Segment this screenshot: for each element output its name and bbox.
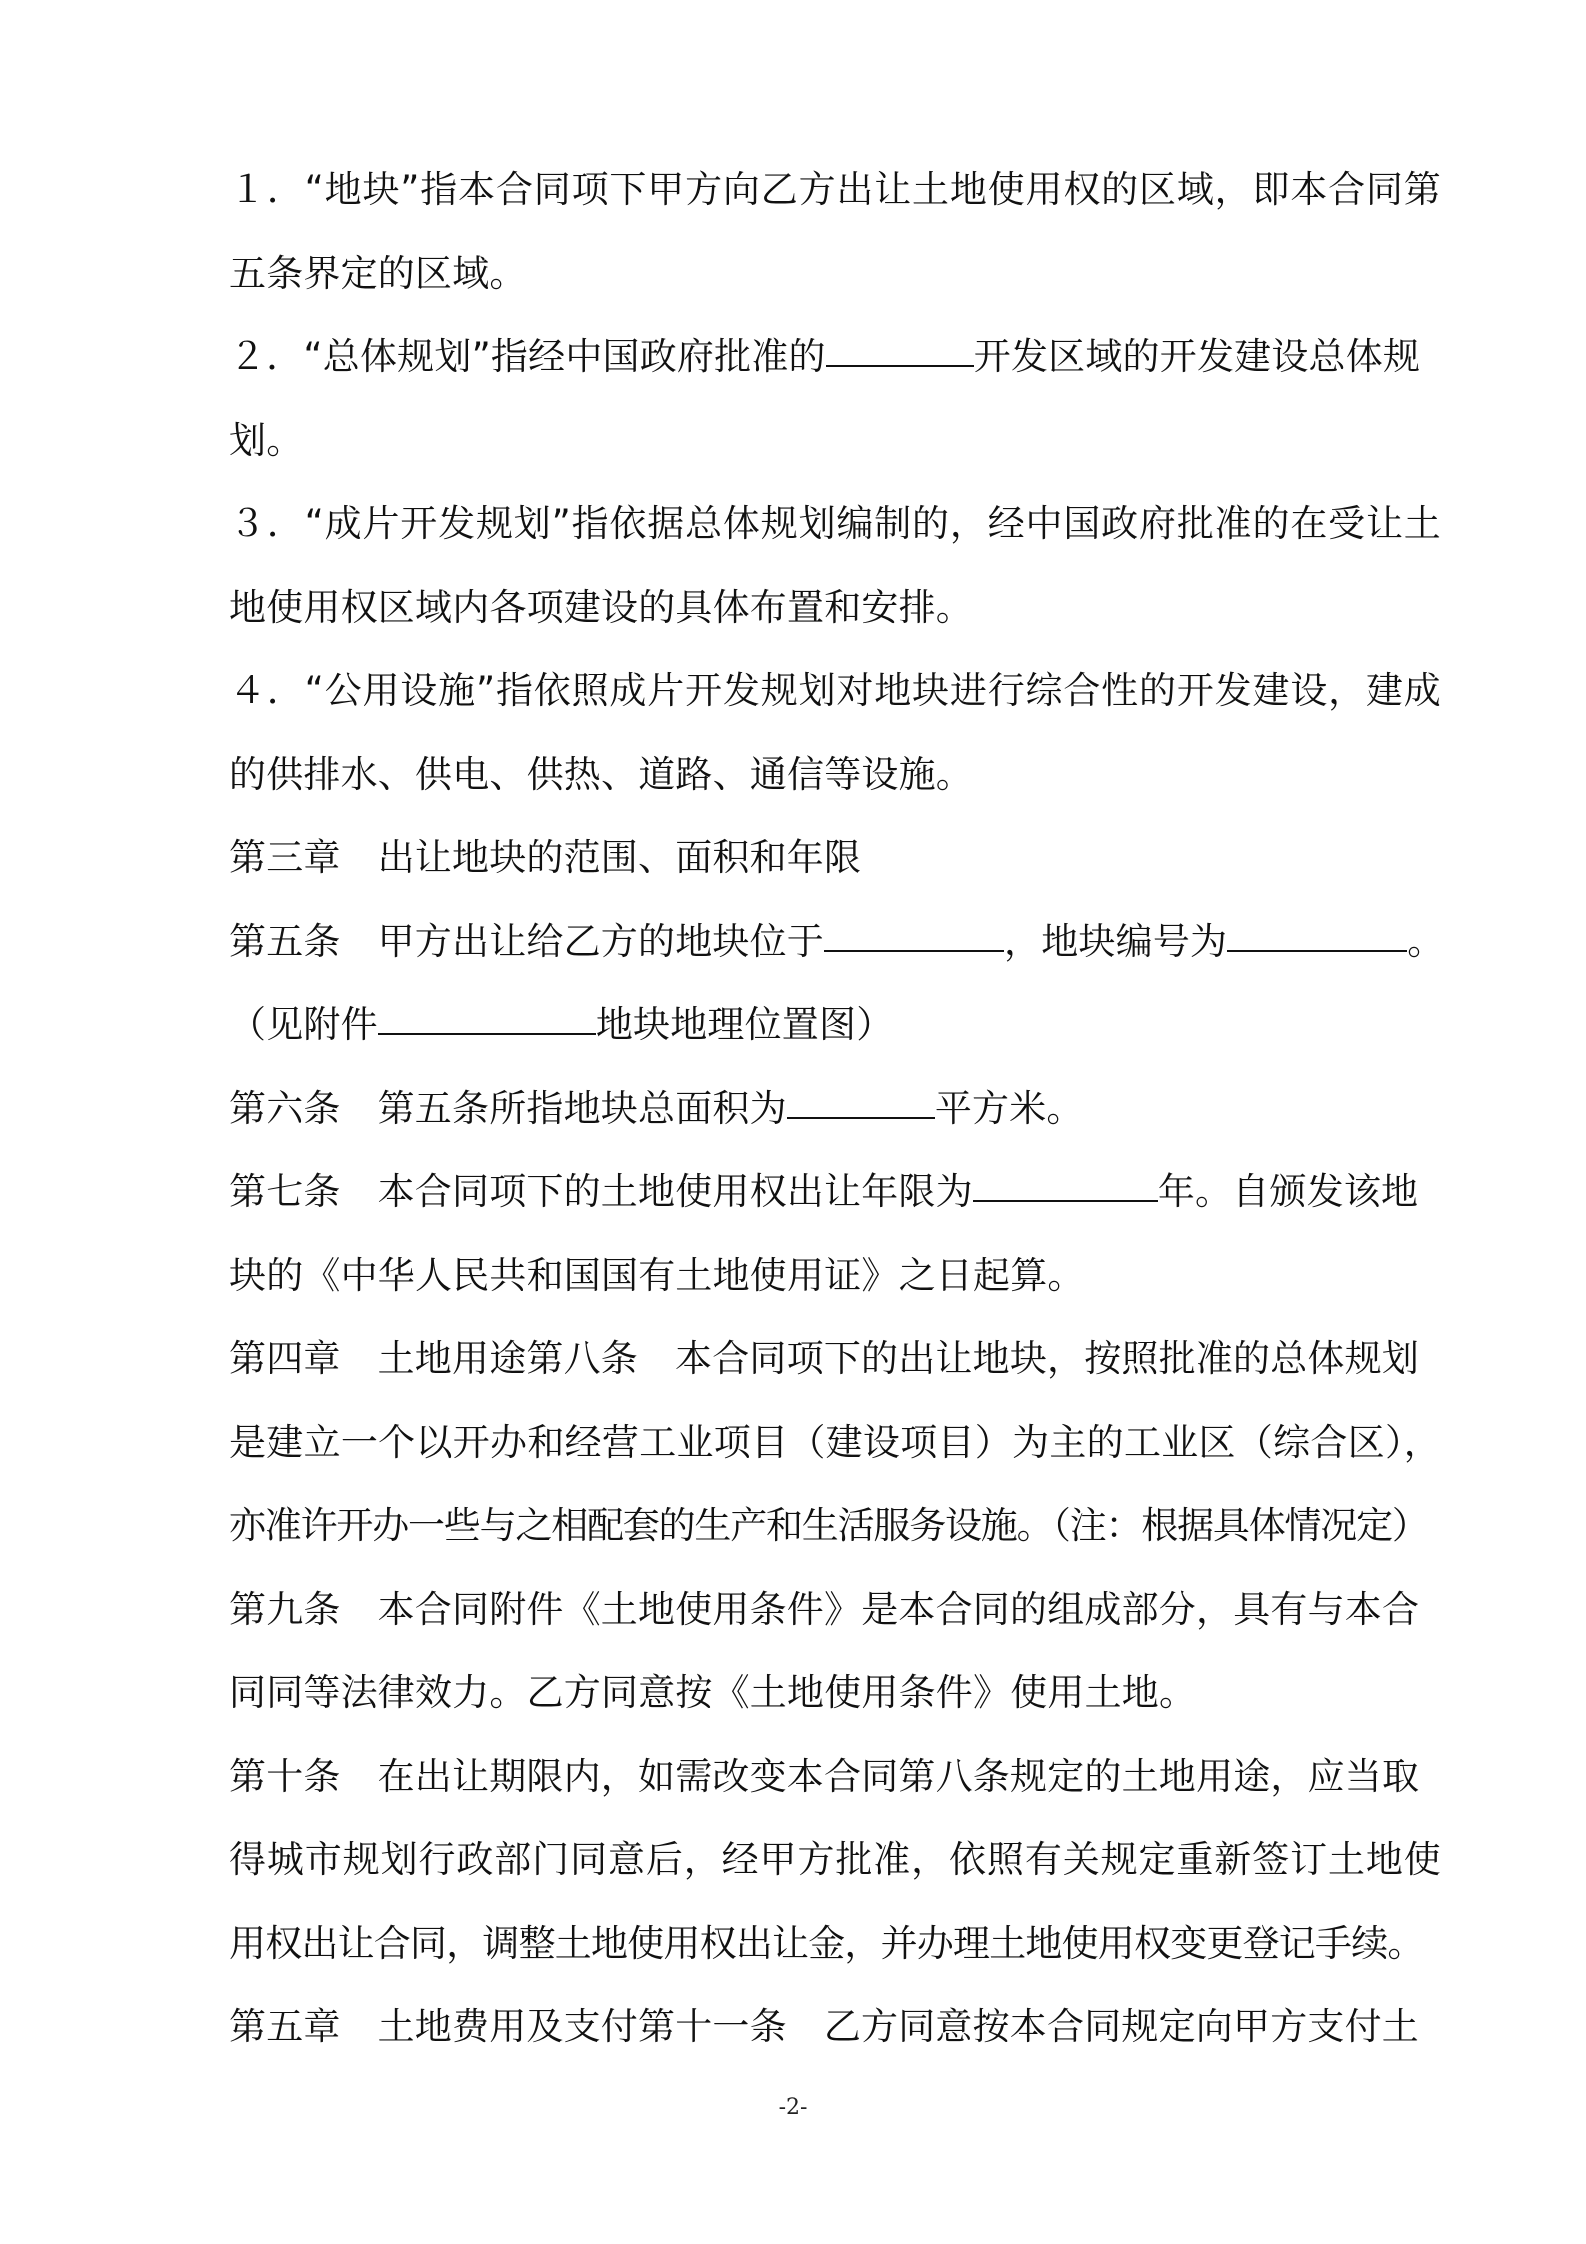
blank-underline: [826, 335, 974, 367]
article-8-line-2: 是建立一个以开办和经营工业项目（建设项目）为主的工业区（综合区），: [229, 1420, 1441, 1464]
blank-underline: [787, 1087, 935, 1119]
definition-2-line-1: ２．“总体规划”指经中国政府批准的 开发区域的开发建设总体规: [229, 335, 1421, 378]
article-8-line-3: 亦准许开办一些与之相配套的生产和生活服务设施。（注：根据具体情况定）: [229, 1504, 1428, 1547]
blank-underline: [1227, 920, 1407, 952]
blank-underline: [378, 1003, 596, 1035]
article-10-line-2: 得城市规划行政部门同意后，经甲方批准，依照有关规定重新签订土地使: [229, 1838, 1441, 1881]
article-10-line-1: 第十条 在出让期限内，如需改变本合同第八条规定的土地用途，应当取: [229, 1754, 1420, 1798]
definition-1-line-1: １．“地块”指本合同项下甲方向乙方出让土地使用权的区域，即本合同第: [229, 168, 1441, 211]
definition-2-line-2: 划。: [229, 418, 304, 462]
article-5-line-1: 第五条 甲方出让给乙方的地块位于 ，地块编号为 。: [229, 919, 1445, 963]
blank-underline: [824, 920, 1004, 952]
chapter-4-heading: 第四章 土地用途第八条 本合同项下的出让地块，按照批准的总体规划: [229, 1337, 1420, 1380]
definition-3-line-1: ３．“成片开发规划”指依据总体规划编制的，经中国政府批准的在受让土: [229, 502, 1441, 545]
chapter-5-heading: 第五章 土地费用及支付第十一条 乙方同意按本合同规定向甲方支付土: [229, 2005, 1420, 2048]
definition-4-line-2: 的供排水、供电、供热、道路、通信等设施。: [229, 752, 973, 796]
definition-4-line-1: ４．“公用设施”指依照成片开发规划对地块进行综合性的开发建设，建成: [229, 669, 1441, 712]
article-9-line-1: 第九条 本合同附件《土地使用条件》是本合同的组成部分，具有与本合: [229, 1587, 1420, 1631]
document-body: [229, 148, 1445, 2069]
blank-underline: [973, 1170, 1158, 1202]
article-6: 第六条 第五条所指地块总面积为 平方米。: [229, 1086, 1084, 1130]
chapter-3-heading: 第三章 出让地块的范围、面积和年限: [229, 836, 862, 879]
article-9-line-2: 同同等法律效力。乙方同意按《土地使用条件》使用土地。: [229, 1671, 1197, 1714]
article-10-line-3: 用权出让合同，调整土地使用权出让金，并办理土地使用权变更登记手续。: [229, 1921, 1424, 1965]
definition-3-line-2: 地使用权区域内各项建设的具体布置和安排。: [229, 585, 973, 629]
page-number: -2-: [778, 2095, 808, 2120]
article-5-line-2: （见附件 地块地理位置图）: [229, 1003, 894, 1046]
article-7-line-1: 第七条 本合同项下的土地使用权出让年限为 年。自颁发该地: [229, 1170, 1419, 1213]
article-7-line-2: 块的《中华人民共和国国有土地使用证》之日起算。: [229, 1253, 1085, 1297]
definition-1-line-2: 五条界定的区域。: [229, 251, 527, 295]
